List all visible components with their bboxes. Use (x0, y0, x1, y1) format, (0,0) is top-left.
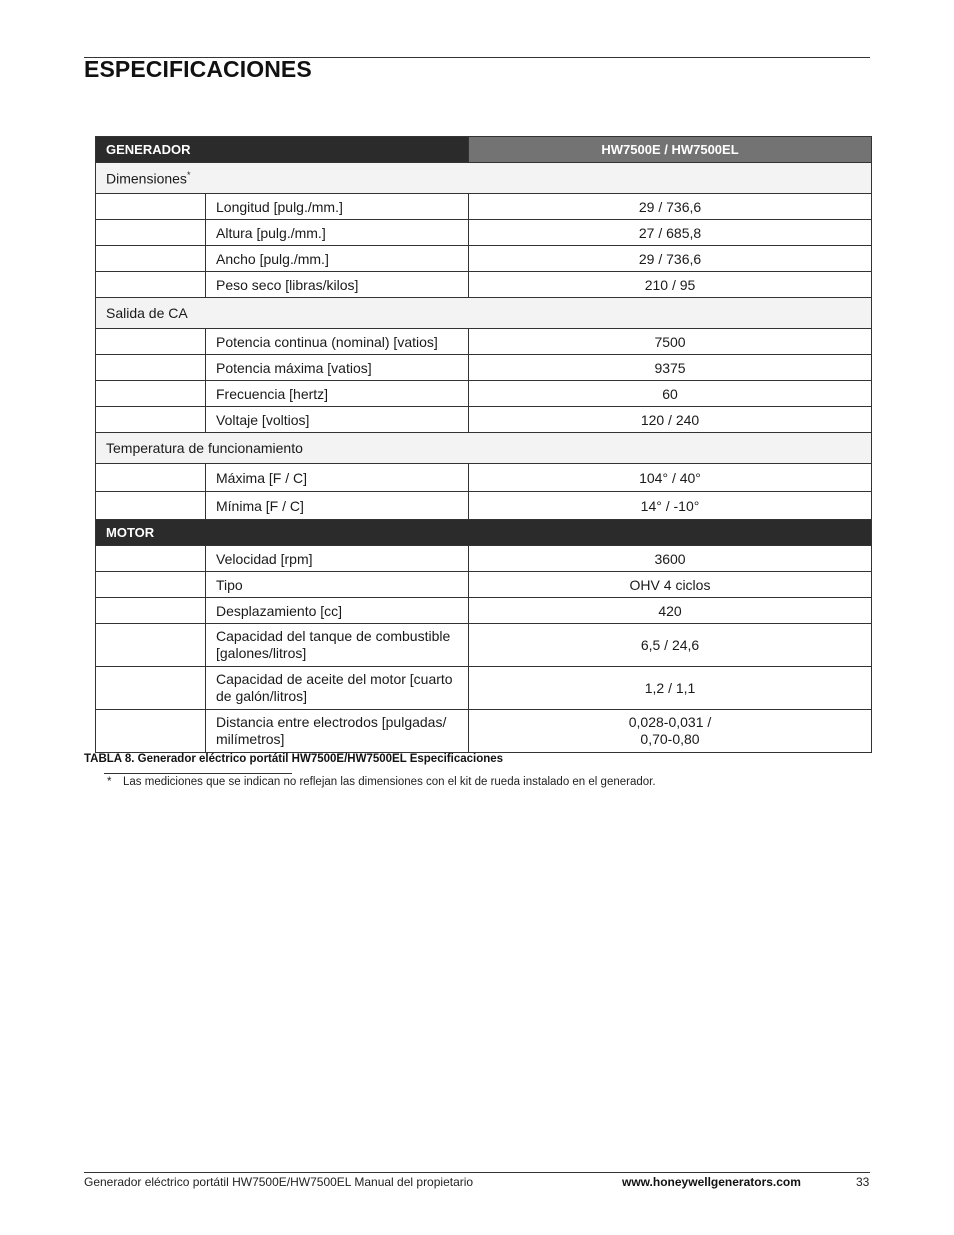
row-label-line: Capacidad del tanque de combustible (216, 628, 451, 644)
row-label: Tipo (206, 572, 469, 598)
group-row-ac-output (96, 298, 872, 329)
table-caption: TABLA 8. Generador eléctrico portátil HW7500E/HW7500EL Especificaciones (84, 753, 504, 765)
header-motor: MOTOR (96, 520, 872, 546)
row-value: 210 / 95 (469, 272, 872, 298)
footer-manual-title: Generador eléctrico portátil HW7500E/HW7500EL Manual del propietario (84, 1175, 474, 1189)
table-row (96, 407, 872, 433)
row-value: 120 / 240 (469, 407, 872, 433)
footnote-mark: * (107, 776, 112, 788)
table-row (96, 381, 872, 407)
bottom-rule (84, 1172, 870, 1173)
table-row (96, 710, 872, 753)
row-label: Desplazamiento [cc] (206, 598, 469, 624)
row-label: Voltaje [voltios] (206, 407, 469, 433)
footer-website-link[interactable]: www.honeywellgenerators.com (622, 1175, 801, 1189)
row-value: 9375 (469, 355, 872, 381)
row-label-line: Capacidad de aceite del motor [cuarto (216, 671, 453, 687)
motor-header-row (96, 520, 872, 546)
table-row (96, 492, 872, 520)
row-label: Potencia continua (nominal) [vatios] (206, 329, 469, 355)
footnote-rule (104, 773, 292, 774)
row-value: 7500 (469, 329, 872, 355)
table-row (96, 598, 872, 624)
row-label-line: Distancia entre electrodos [pulgadas/ (216, 714, 447, 730)
row-label: Máxima [F / C] (206, 464, 469, 492)
row-value: 27 / 685,8 (469, 220, 872, 246)
table-header-row (96, 137, 872, 163)
table-row (96, 329, 872, 355)
row-label: Potencia máxima [vatios] (206, 355, 469, 381)
group-label-ac-output: Salida de CA (96, 298, 872, 329)
row-value: 29 / 736,6 (469, 246, 872, 272)
row-value: 420 (469, 598, 872, 624)
table-row (96, 355, 872, 381)
row-value: 3600 (469, 546, 872, 572)
row-value: 104° / 40° (469, 464, 872, 492)
row-label: Frecuencia [hertz] (206, 381, 469, 407)
row-value: 1,2 / 1,1 (644, 679, 696, 696)
table-row (96, 194, 872, 220)
row-label: Peso seco [libras/kilos] (206, 272, 469, 298)
row-value: 6,5 / 24,6 (640, 636, 700, 653)
row-value-line: 0,70-0,80 (640, 731, 700, 747)
row-value: 60 (469, 381, 872, 407)
row-value: 29 / 736,6 (469, 194, 872, 220)
row-label: Mínima [F / C] (206, 492, 469, 520)
row-value: 14° / -10° (469, 492, 872, 520)
footnote (107, 776, 656, 788)
header-generator: GENERADOR (96, 137, 469, 163)
header-model: HW7500E / HW7500EL (469, 137, 872, 163)
table-row (96, 667, 872, 710)
page-number: 33 (856, 1175, 870, 1189)
group-label-operating-temperature: Temperatura de funcionamiento (96, 433, 872, 464)
footnote-text: Las mediciones que se indican no reflejan las dimensiones con el kit de rueda instalado en el generador. (123, 776, 656, 788)
group-row-dimensions (96, 163, 872, 194)
table-row (96, 572, 872, 598)
group-label-dimensions: Dimensiones (106, 170, 187, 187)
table-row (96, 220, 872, 246)
row-label-line: de galón/litros] (216, 688, 308, 704)
specifications-table (95, 136, 872, 753)
table-row (96, 624, 872, 667)
group-row-operating-temperature (96, 433, 872, 464)
table-row (96, 246, 872, 272)
row-label-line: milímetros] (216, 731, 285, 747)
footnote-marker: * (186, 169, 191, 180)
row-label: Ancho [pulg./mm.] (206, 246, 469, 272)
row-label: Altura [pulg./mm.] (206, 220, 469, 246)
page-title: ESPECIFICACIONES (84, 56, 312, 82)
row-label-line: [galones/litros] (216, 645, 307, 661)
row-label: Longitud [pulg./mm.] (206, 194, 469, 220)
row-value: OHV 4 ciclos (469, 572, 872, 598)
table-row (96, 272, 872, 298)
table-row (96, 546, 872, 572)
row-value-line: 0,028-0,031 / (628, 714, 712, 730)
row-label: Velocidad [rpm] (206, 546, 469, 572)
table-row (96, 464, 872, 492)
